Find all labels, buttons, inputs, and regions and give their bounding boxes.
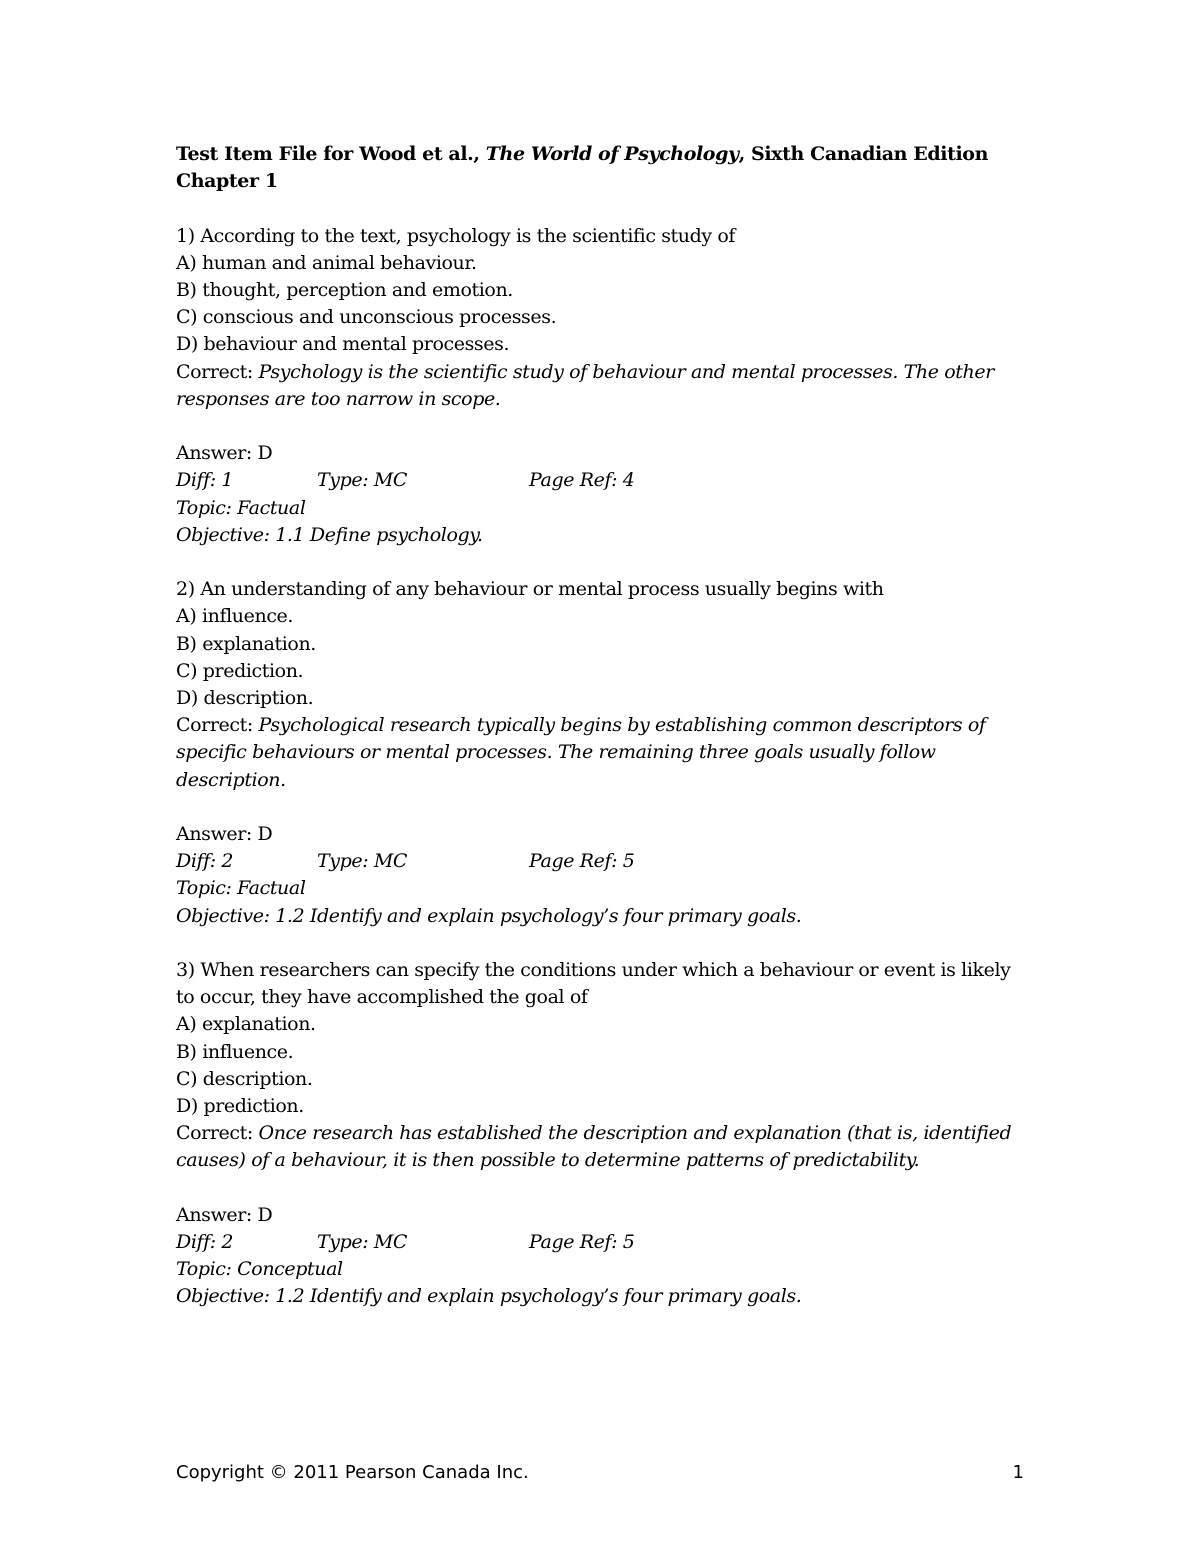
book-title: The World of Psychology xyxy=(485,143,739,165)
correct-explanation xyxy=(176,359,1036,413)
objective: Objective: 1.2 Identify and explain psychology’s four primary goals. xyxy=(176,1285,802,1308)
question-type: Type: MC xyxy=(317,1231,408,1254)
chapter-heading: Chapter 1 xyxy=(176,170,278,193)
correct-explanation xyxy=(176,1120,1036,1174)
question-stem: 3) When researchers can specify the conditions under which a behaviour or event is likely xyxy=(176,959,1011,982)
answer-line: Answer: D xyxy=(176,823,273,846)
question-block xyxy=(176,957,1036,1311)
rationale-text: Once research has established the description and explanation (that is, identified causes) of a behaviour, it is then possible to determine patterns of predictability. xyxy=(176,1122,1012,1172)
objective: Objective: 1.2 Identify and explain psychology’s four primary goals. xyxy=(176,904,802,927)
answer-line: Answer: D xyxy=(176,1203,273,1226)
question-stem-continued: to occur, they have accomplished the goal of xyxy=(176,986,588,1009)
correct-label: Correct: xyxy=(176,360,259,383)
option-d: D) description. xyxy=(176,687,314,710)
correct-explanation xyxy=(176,712,1036,794)
question-block xyxy=(176,223,1036,549)
question-type: Type: MC xyxy=(317,469,408,492)
title-prefix: Test Item File for Wood et al., xyxy=(176,143,486,165)
option-a: A) human and animal behaviour. xyxy=(176,251,477,274)
question-type: Type: MC xyxy=(317,850,408,873)
title-suffix: , Sixth Canadian Edition xyxy=(738,143,988,165)
topic: Topic: Factual xyxy=(176,877,306,900)
spacer xyxy=(176,195,1036,222)
option-b: B) thought, perception and emotion. xyxy=(176,279,513,301)
spacer xyxy=(176,549,1036,576)
option-c: C) conscious and unconscious processes. xyxy=(176,306,557,329)
correct-label: Correct: xyxy=(176,714,259,737)
page-number: 1 xyxy=(1012,1461,1024,1483)
rationale-text: Psychology is the scientific study of behaviour and mental processes. The other responses are too narrow in scope. xyxy=(176,360,994,410)
spacer xyxy=(176,794,1036,821)
document-title xyxy=(176,141,1036,168)
question-block xyxy=(176,576,1036,930)
meta-row xyxy=(176,1229,1036,1256)
page-footer xyxy=(176,1460,1024,1484)
spacer xyxy=(176,1175,1036,1202)
option-b: B) explanation. xyxy=(176,632,316,655)
rationale-text: Psychological research typically begins by establishing common descriptors of specific behaviours or mental processes. The remaining three goals usually follow description. xyxy=(176,714,986,791)
option-a: A) influence. xyxy=(176,605,294,628)
option-d: D) behaviour and mental processes. xyxy=(176,333,510,356)
meta-row xyxy=(176,467,1036,494)
option-a: A) explanation. xyxy=(176,1013,316,1036)
question-stem: 2) An understanding of any behaviour or mental process usually begins with xyxy=(176,578,884,601)
copyright-notice: Copyright © 2011 Pearson Canada Inc. xyxy=(176,1461,529,1483)
correct-label: Correct: xyxy=(176,1122,259,1145)
option-c: C) prediction. xyxy=(176,659,304,682)
topic: Topic: Factual xyxy=(176,496,306,519)
spacer xyxy=(176,930,1036,957)
objective: Objective: 1.1 Define psychology. xyxy=(176,523,483,546)
document-body xyxy=(176,141,1036,1311)
question-stem: 1) According to the text, psychology is the scientific study of xyxy=(176,224,736,247)
option-d: D) prediction. xyxy=(176,1095,304,1118)
page-ref: Page Ref: 4 xyxy=(529,469,635,492)
difficulty: Diff: 2 xyxy=(176,1231,234,1254)
page-ref: Page Ref: 5 xyxy=(529,1231,635,1254)
difficulty: Diff: 2 xyxy=(176,850,234,873)
spacer xyxy=(176,413,1036,440)
meta-row xyxy=(176,848,1036,875)
answer-line: Answer: D xyxy=(176,442,273,465)
topic: Topic: Conceptual xyxy=(176,1258,343,1281)
option-b: B) influence. xyxy=(176,1040,294,1063)
difficulty: Diff: 1 xyxy=(176,469,234,492)
option-c: C) description. xyxy=(176,1067,313,1090)
page-ref: Page Ref: 5 xyxy=(529,850,635,873)
